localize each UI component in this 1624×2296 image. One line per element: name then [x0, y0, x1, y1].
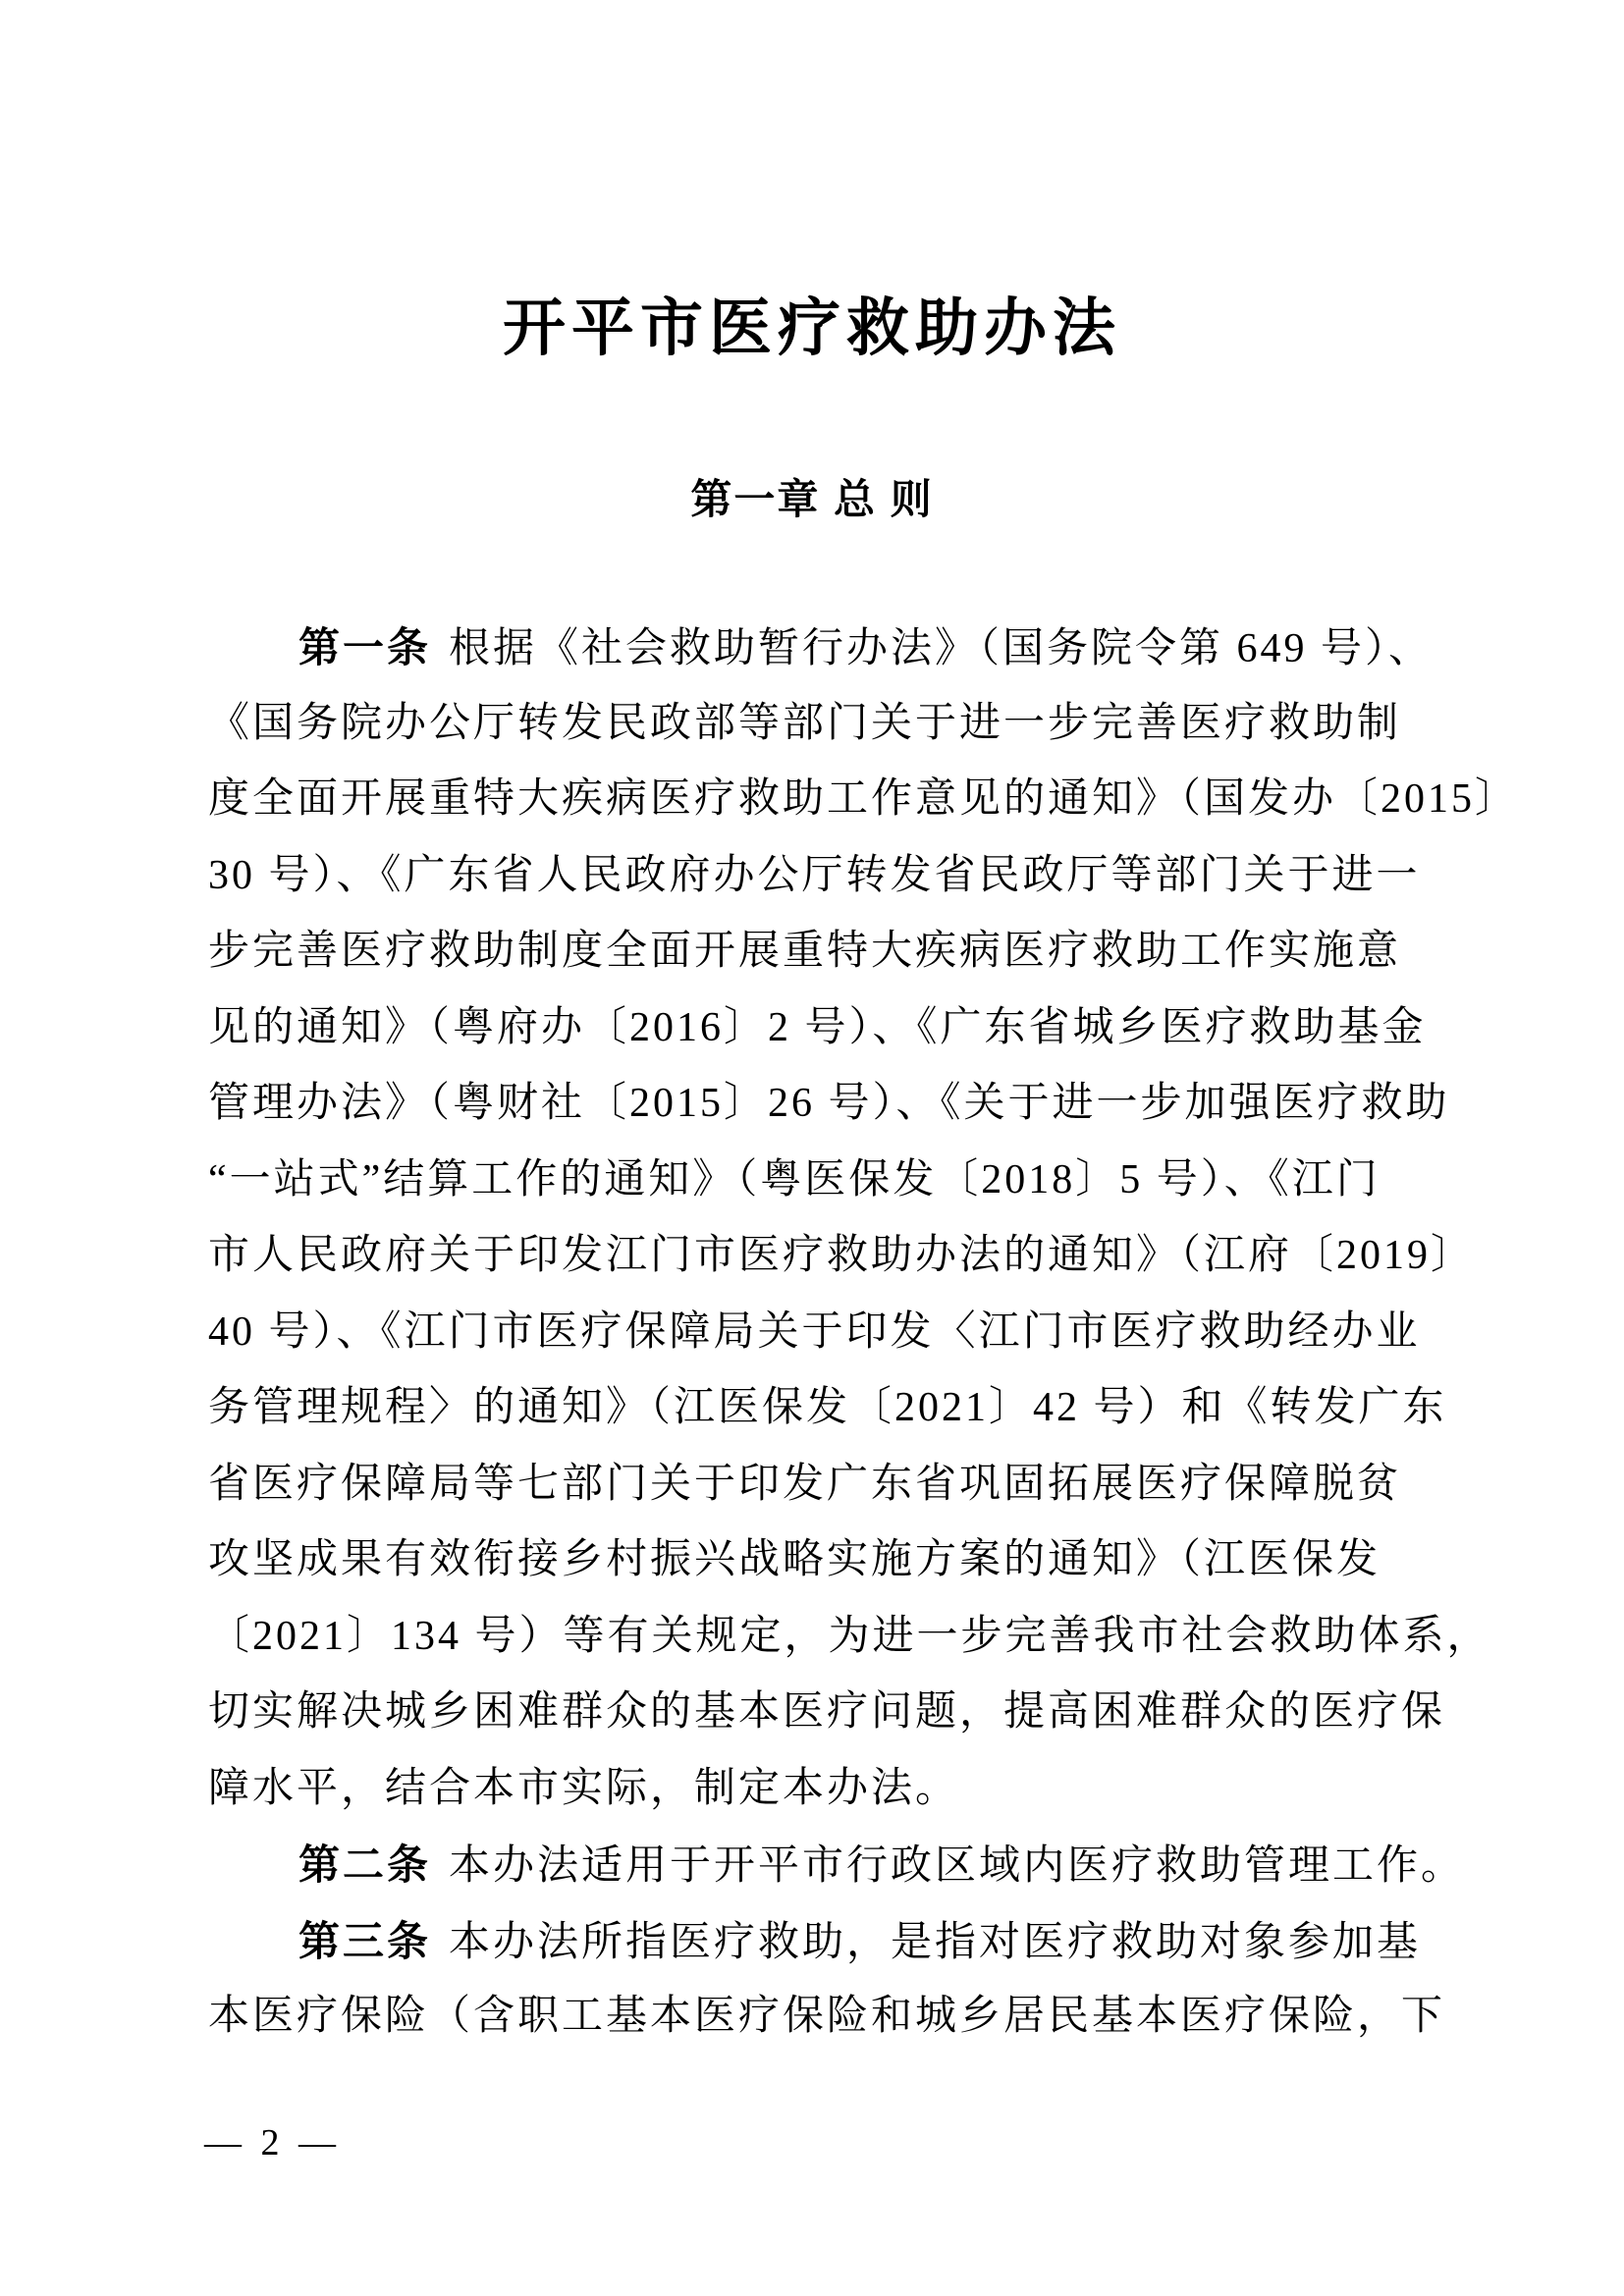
body-line: [208, 1751, 1455, 1828]
document-title: 开平市医疗救助办法: [503, 294, 1121, 363]
body-line: [208, 1370, 1455, 1447]
line-text: 本办法所指医疗救助，是指对医疗救助对象参加基: [449, 1919, 1422, 1965]
line-text: 《国务院办公厅转发民政部等部门关于进一步完善医疗救助制: [208, 700, 1402, 746]
article-number: 第三条: [298, 1917, 432, 1964]
line-text: 根据《社会救助暂行办法》（国务院令第 649 号）、: [449, 626, 1434, 671]
body-line: [208, 1979, 1455, 2056]
body-line: [208, 1599, 1491, 1676]
line-text: 30 号）、《广东省人民政府办公厅转发省民政厅等部门关于进一: [208, 852, 1421, 898]
body-line: [208, 1675, 1455, 1751]
body-line: [208, 1066, 1455, 1143]
line-text: 〔2021〕134 号）等有关规定，为进一步完善我市社会救助体系，: [208, 1613, 1491, 1659]
body-line: [208, 1522, 1455, 1599]
line-text: 见的通知》（粤府办〔2016〕2 号）、《广东省城乡医疗救助基金: [208, 1004, 1427, 1050]
line-text: 省医疗保障局等七部门关于印发广东省巩固拓展医疗保障脱贫: [208, 1461, 1402, 1507]
line-text: “一站式”结算工作的通知》（粤医保发〔2018〕5 号）、《江门: [208, 1156, 1380, 1202]
article-number: 第一条: [298, 624, 432, 670]
line-text: 管理办法》（粤财社〔2015〕26 号）、《关于进一步加强医疗救助: [208, 1081, 1450, 1126]
body-line: [208, 610, 1455, 686]
body-line: [208, 686, 1455, 763]
article-number: 第二条: [298, 1842, 432, 1888]
page-number: — 2 —: [204, 2122, 341, 2163]
body-line: [208, 1218, 1476, 1295]
body-line: [208, 1903, 1455, 1980]
line-text: 切实解决城乡困难群众的基本医疗问题，提高困难群众的医疗保: [208, 1689, 1446, 1735]
body-line: [208, 914, 1455, 990]
line-text: 本办法适用于开平市行政区域内医疗救助管理工作。: [449, 1843, 1466, 1889]
body-line: [208, 838, 1455, 915]
line-text: 步完善医疗救助制度全面开展重特大疾病医疗救助工作实施意: [208, 929, 1402, 974]
body-line: [208, 1447, 1455, 1523]
line-text: 障水平，结合本市实际，制定本办法。: [208, 1765, 960, 1811]
document-body: [208, 610, 1520, 2056]
body-line: [208, 1827, 1466, 1903]
line-text: 度全面开展重特大疾病医疗救助工作意见的通知》（国发办〔2015〕: [208, 776, 1520, 822]
line-text: 市人民政府关于印发江门市医疗救助办法的通知》（江府〔2019〕: [208, 1233, 1476, 1278]
line-text: 攻坚成果有效衔接乡村振兴战略实施方案的通知》（江医保发: [208, 1537, 1381, 1582]
body-line: [208, 1143, 1455, 1219]
body-line: [208, 762, 1520, 838]
line-text: 务管理规程〉的通知》（江医保发〔2021〕42 号）和《转发广东: [208, 1385, 1447, 1430]
body-line: [208, 1295, 1455, 1371]
line-text: 本医疗保险（含职工基本医疗保险和城乡居民基本医疗保险，下: [208, 1994, 1446, 2039]
chapter-heading: 第一章 总 则: [690, 476, 934, 522]
body-line: [208, 990, 1455, 1067]
line-text: 40 号）、《江门市医疗保障局关于印发〈江门市医疗救助经办业: [208, 1308, 1421, 1355]
